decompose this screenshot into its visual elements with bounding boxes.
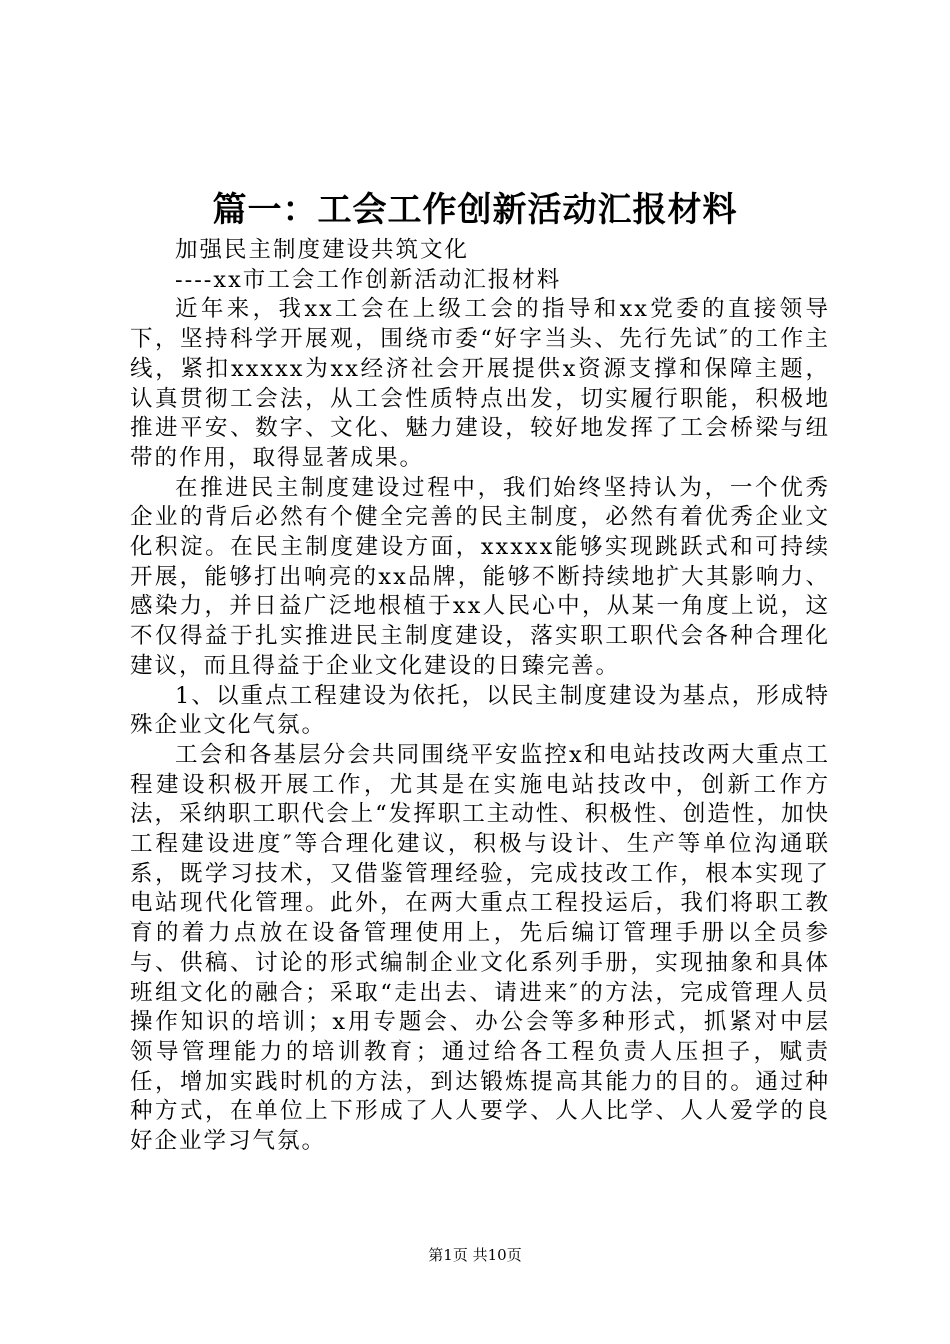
document-body <box>130 236 830 1157</box>
section-heading: 1、以重点工程建设为依托，以民主制度建设为基点，形成特殊企业文化气氛。 <box>130 682 830 739</box>
page-title: 篇一：工会工作创新活动汇报材料 <box>212 190 738 230</box>
body-paragraph: 近年来，我xx工会在上级工会的指导和xx党委的直接领导下，坚持科学开展观，围绕市委“好字当头、先行先试″的工作主线，紧扣xxxxx为xx经济社会开展提供x资源支撑和保障主题，认真贯彻工会法，从工会性质特点出发，切实履行职能，积极地推进平安、数字、文化、魅力建设，较好地发挥了工会桥梁与纽带的作用，取得显著成果。 <box>130 296 830 471</box>
subtitle-line: 加强民主制度建设共筑文化 <box>175 237 470 263</box>
body-paragraph: 在推进民主制度建设过程中，我们始终坚持认为，一个优秀企业的背后必然有个健全完善的民主制度，必然有着优秀企业文化积淀。在民主制度建设方面，xxxxx能够实现跳跃式和可持续开展，能够打出响亮的xx品牌，能够不断持续地扩大其影响力、感染力，并日益广泛地根植于xx人民心中，从某一角度上说，这不仅得益于扎实推进民主制度建设，落实职工职代会各种合理化建议，而且得益于企业文化建设的日臻完善。 <box>130 474 830 679</box>
page-number-footer: 第1页 共10页 <box>428 1246 522 1264</box>
subtitle-line: ----xx市工会工作创新活动汇报材料 <box>175 266 562 293</box>
body-paragraph: 工会和各基层分会共同围绕平安监控x和电站技改两大重点工程建设积极开展工作，尤其是在实施电站技改中，创新工作方法，采纳职工职代会上“发挥职工主动性、积极性、创造性，加快工程建设进度″等合理化建议，积极与设计、生产等单位沟通联系，既学习技术，又借鉴管理经验，完成技改工作，根本实现了电站现代化管理。此外，在两大重点工程投运后，我们将职工教育的着力点放在设备管理使用上，先后编订管理手册以全员参与、供稿、讨论的形式编制企业文化系列手册，实现抽象和具体班组文化的融合；采取“走出去、请进来″的方法，完成管理人员操作知识的培训；x用专题会、办公会等多种形式，抓紧对中层领导管理能力的培训教育；通过给各工程负责人压担子，赋责任，增加实践时机的方法，到达锻炼提高其能力的目的。通过种种方式，在单位上下形成了人人要学、人人比学、人人爱学的良好企业学习气氛。 <box>130 741 830 1155</box>
